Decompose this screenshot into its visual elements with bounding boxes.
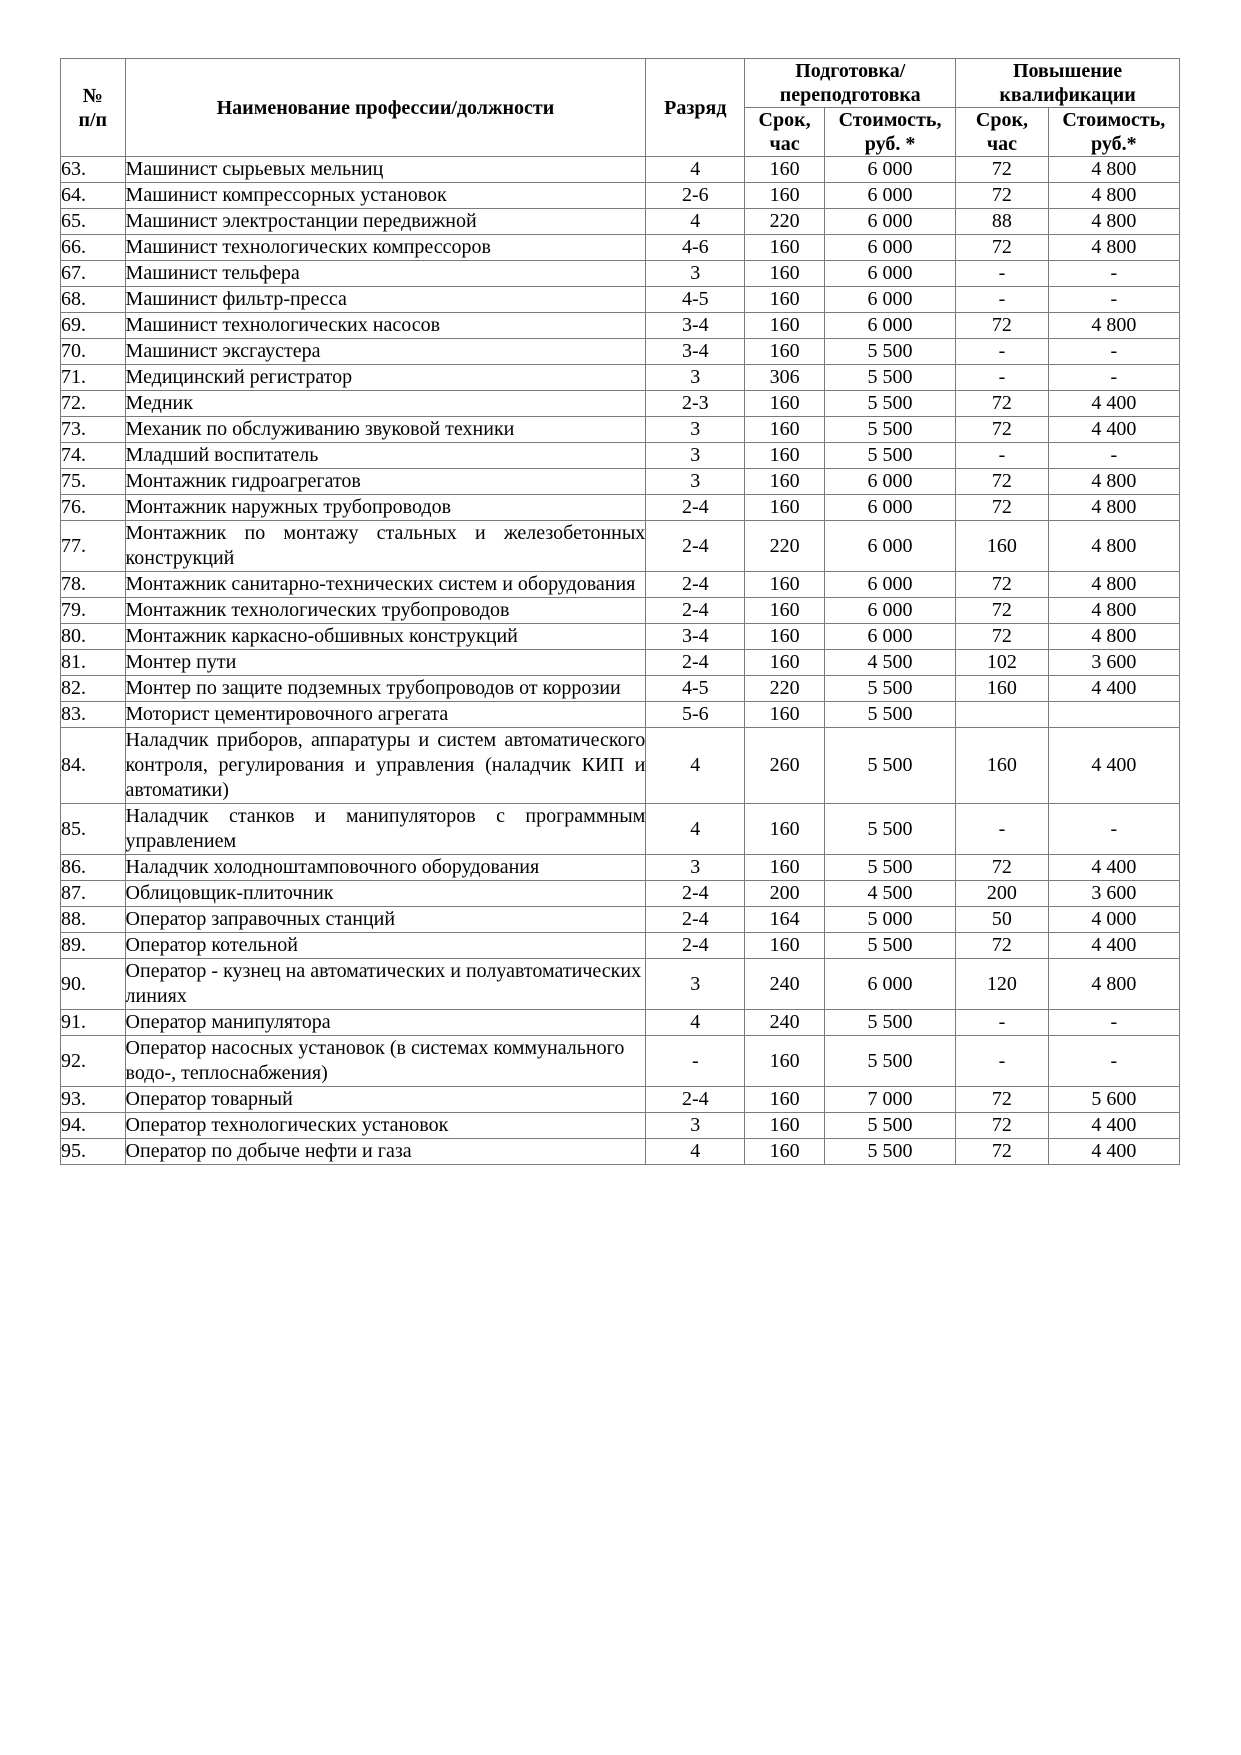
cell-cost-preparation: 4 500 xyxy=(824,881,955,907)
cell-grade: 2-4 xyxy=(646,933,745,959)
cell-duration-preparation: 200 xyxy=(745,881,825,907)
cell-profession-name: Монтажник каркасно-обшивных конструкций xyxy=(125,624,646,650)
table-row xyxy=(61,469,1180,495)
cell-duration-upgrade: - xyxy=(956,365,1049,391)
cell-duration-upgrade: - xyxy=(956,443,1049,469)
cell-grade: 2-4 xyxy=(646,650,745,676)
header-duration-preparation xyxy=(745,108,825,157)
cell-cost-upgrade: 4 800 xyxy=(1048,495,1179,521)
cell-cost-preparation: 5 500 xyxy=(824,443,955,469)
table-row xyxy=(61,907,1180,933)
cell-cost-upgrade: 4 800 xyxy=(1048,313,1179,339)
cell-duration-upgrade: - xyxy=(956,804,1049,855)
cell-row-number: 70. xyxy=(61,339,126,365)
cell-duration-upgrade: 72 xyxy=(956,624,1049,650)
header-cost-upgrade xyxy=(1048,108,1179,157)
cell-profession-name: Моторист цементировочного агрегата xyxy=(125,702,646,728)
cell-row-number: 66. xyxy=(61,235,126,261)
table-row xyxy=(61,1010,1180,1036)
cell-duration-preparation: 160 xyxy=(745,1036,825,1087)
cell-duration-preparation: 160 xyxy=(745,157,825,183)
cell-row-number: 68. xyxy=(61,287,126,313)
cell-duration-preparation: 240 xyxy=(745,1010,825,1036)
cell-cost-preparation: 6 000 xyxy=(824,313,955,339)
cell-duration-preparation: 164 xyxy=(745,907,825,933)
cell-duration-preparation: 160 xyxy=(745,624,825,650)
cell-cost-upgrade: 4 800 xyxy=(1048,209,1179,235)
header-cost-upgrade-line1: Стоимость, xyxy=(1062,109,1166,131)
cell-cost-upgrade: - xyxy=(1048,1010,1179,1036)
table-row xyxy=(61,959,1180,1010)
table-row xyxy=(61,313,1180,339)
cell-cost-upgrade: - xyxy=(1048,1036,1179,1087)
cell-duration-upgrade: 72 xyxy=(956,391,1049,417)
cell-profession-name: Монтер пути xyxy=(125,650,646,676)
cell-profession-name: Монтажник гидроагрегатов xyxy=(125,469,646,495)
cell-profession-name: Монтажник по монтажу стальных и железобетонных конструкций xyxy=(125,521,646,572)
cell-cost-upgrade: - xyxy=(1048,339,1179,365)
table-row xyxy=(61,598,1180,624)
table-row xyxy=(61,572,1180,598)
cell-cost-upgrade: 4 800 xyxy=(1048,469,1179,495)
cell-duration-upgrade: 72 xyxy=(956,235,1049,261)
cell-row-number: 76. xyxy=(61,495,126,521)
cell-cost-preparation: 6 000 xyxy=(824,287,955,313)
cell-duration-preparation: 160 xyxy=(745,313,825,339)
cell-profession-name: Монтажник санитарно-технических систем и оборудования xyxy=(125,572,646,598)
cell-grade: 2-6 xyxy=(646,183,745,209)
cell-row-number: 85. xyxy=(61,804,126,855)
cell-row-number: 63. xyxy=(61,157,126,183)
cell-profession-name: Оператор котельной xyxy=(125,933,646,959)
table-row xyxy=(61,235,1180,261)
header-group-preparation xyxy=(745,59,956,108)
cell-profession-name: Оператор технологических установок xyxy=(125,1113,646,1139)
cell-cost-preparation: 5 500 xyxy=(824,933,955,959)
table-row xyxy=(61,157,1180,183)
cell-row-number: 94. xyxy=(61,1113,126,1139)
cell-row-number: 69. xyxy=(61,313,126,339)
table-row xyxy=(61,1036,1180,1087)
cell-duration-upgrade: 72 xyxy=(956,855,1049,881)
cell-profession-name: Оператор по добыче нефти и газа xyxy=(125,1139,646,1165)
cell-duration-preparation: 160 xyxy=(745,933,825,959)
header-cost-preparation xyxy=(824,108,955,157)
cell-profession-name: Младший воспитатель xyxy=(125,443,646,469)
cell-duration-upgrade: 72 xyxy=(956,1139,1049,1165)
cell-duration-upgrade: 160 xyxy=(956,728,1049,804)
header-duration-preparation-line2: час xyxy=(769,133,800,155)
cell-row-number: 93. xyxy=(61,1087,126,1113)
table-row xyxy=(61,443,1180,469)
cell-profession-name: Оператор товарный xyxy=(125,1087,646,1113)
cell-duration-upgrade: 50 xyxy=(956,907,1049,933)
cell-row-number: 67. xyxy=(61,261,126,287)
cell-grade: 2-4 xyxy=(646,881,745,907)
cell-duration-preparation: 160 xyxy=(745,650,825,676)
cell-profession-name: Наладчик холодноштамповочного оборудования xyxy=(125,855,646,881)
cell-cost-preparation: 6 000 xyxy=(824,183,955,209)
header-duration-upgrade-line2: час xyxy=(986,133,1017,155)
header-group-upgrade-line2: квалификации xyxy=(999,84,1136,106)
header-group-preparation-line2: переподготовка xyxy=(779,84,921,106)
cell-duration-upgrade: 72 xyxy=(956,1087,1049,1113)
cell-grade: 4 xyxy=(646,1139,745,1165)
cell-cost-upgrade: 5 600 xyxy=(1048,1087,1179,1113)
table-header xyxy=(61,59,1180,157)
cell-grade: 2-4 xyxy=(646,572,745,598)
cell-row-number: 89. xyxy=(61,933,126,959)
cell-cost-upgrade: 4 800 xyxy=(1048,157,1179,183)
cell-duration-preparation: 220 xyxy=(745,209,825,235)
cell-row-number: 72. xyxy=(61,391,126,417)
cell-row-number: 82. xyxy=(61,676,126,702)
cell-grade: 5-6 xyxy=(646,702,745,728)
header-group-preparation-line1: Подготовка/ xyxy=(795,60,906,82)
cell-cost-preparation: 5 500 xyxy=(824,391,955,417)
cell-grade: 4-5 xyxy=(646,676,745,702)
cell-grade: 2-4 xyxy=(646,521,745,572)
cell-duration-preparation: 160 xyxy=(745,598,825,624)
cell-row-number: 65. xyxy=(61,209,126,235)
cell-duration-upgrade: 72 xyxy=(956,572,1049,598)
cell-cost-preparation: 5 500 xyxy=(824,1113,955,1139)
cell-profession-name: Машинист сырьевых мельниц xyxy=(125,157,646,183)
cell-duration-upgrade: 72 xyxy=(956,157,1049,183)
cell-profession-name: Оператор - кузнец на автоматических и полуавтоматических линиях xyxy=(125,959,646,1010)
cell-grade: - xyxy=(646,1036,745,1087)
cell-profession-name: Машинист фильтр-пресса xyxy=(125,287,646,313)
table-row xyxy=(61,933,1180,959)
cell-cost-preparation: 6 000 xyxy=(824,157,955,183)
cell-cost-upgrade: - xyxy=(1048,443,1179,469)
cell-cost-upgrade: 4 800 xyxy=(1048,521,1179,572)
table-row xyxy=(61,676,1180,702)
cell-cost-preparation: 6 000 xyxy=(824,469,955,495)
cell-profession-name: Монтажник технологических трубопроводов xyxy=(125,598,646,624)
cell-duration-upgrade: 72 xyxy=(956,1113,1049,1139)
cell-duration-preparation: 160 xyxy=(745,855,825,881)
cell-cost-upgrade: 3 600 xyxy=(1048,881,1179,907)
cell-profession-name: Облицовщик-плиточник xyxy=(125,881,646,907)
cell-row-number: 75. xyxy=(61,469,126,495)
table-row xyxy=(61,521,1180,572)
cell-profession-name: Медник xyxy=(125,391,646,417)
cell-grade: 4-6 xyxy=(646,235,745,261)
cell-row-number: 87. xyxy=(61,881,126,907)
cell-profession-name: Наладчик станков и манипуляторов с программным управлением xyxy=(125,804,646,855)
cell-duration-preparation: 160 xyxy=(745,702,825,728)
cell-cost-upgrade: 4 800 xyxy=(1048,572,1179,598)
cell-duration-upgrade xyxy=(956,702,1049,728)
table-row xyxy=(61,1087,1180,1113)
header-cost-upgrade-line2: руб.* xyxy=(1091,133,1137,155)
table-body xyxy=(61,157,1180,1165)
cell-duration-upgrade: - xyxy=(956,287,1049,313)
cell-duration-upgrade: 200 xyxy=(956,881,1049,907)
table-header-row-1 xyxy=(61,59,1180,108)
cell-cost-preparation: 5 500 xyxy=(824,339,955,365)
cell-row-number: 90. xyxy=(61,959,126,1010)
cell-duration-upgrade: - xyxy=(956,339,1049,365)
header-grade: Разряд xyxy=(646,59,745,157)
cell-duration-preparation: 160 xyxy=(745,469,825,495)
cell-duration-preparation: 220 xyxy=(745,676,825,702)
cell-row-number: 79. xyxy=(61,598,126,624)
cell-duration-upgrade: 120 xyxy=(956,959,1049,1010)
cell-profession-name: Монтажник наружных трубопроводов xyxy=(125,495,646,521)
cell-grade: 3 xyxy=(646,959,745,1010)
table-row xyxy=(61,702,1180,728)
cell-row-number: 80. xyxy=(61,624,126,650)
cell-profession-name: Монтер по защите подземных трубопроводов от коррозии xyxy=(125,676,646,702)
cell-cost-upgrade: - xyxy=(1048,804,1179,855)
cell-duration-preparation: 160 xyxy=(745,495,825,521)
cell-cost-preparation: 4 500 xyxy=(824,650,955,676)
cell-grade: 4 xyxy=(646,728,745,804)
header-cost-preparation-line1: Стоимость, xyxy=(838,109,942,131)
cell-cost-upgrade: 4 800 xyxy=(1048,183,1179,209)
cell-cost-preparation: 5 500 xyxy=(824,804,955,855)
cell-cost-upgrade: - xyxy=(1048,365,1179,391)
cell-grade: 2-4 xyxy=(646,598,745,624)
cell-cost-preparation: 5 000 xyxy=(824,907,955,933)
cell-row-number: 73. xyxy=(61,417,126,443)
cell-profession-name: Механик по обслуживанию звуковой техники xyxy=(125,417,646,443)
cell-duration-preparation: 240 xyxy=(745,959,825,1010)
cell-cost-upgrade: 4 400 xyxy=(1048,728,1179,804)
cell-grade: 4 xyxy=(646,157,745,183)
cell-cost-upgrade: 4 400 xyxy=(1048,391,1179,417)
cell-profession-name: Наладчик приборов, аппаратуры и систем автоматического контроля, регулирования и управления (наладчик КИП и автоматики) xyxy=(125,728,646,804)
cell-profession-name: Машинист технологических насосов xyxy=(125,313,646,339)
table-row xyxy=(61,495,1180,521)
cell-cost-preparation: 5 500 xyxy=(824,702,955,728)
cell-cost-upgrade: - xyxy=(1048,261,1179,287)
cell-duration-upgrade: 160 xyxy=(956,676,1049,702)
cell-duration-upgrade: 72 xyxy=(956,598,1049,624)
cell-row-number: 91. xyxy=(61,1010,126,1036)
cell-cost-upgrade: 4 400 xyxy=(1048,1139,1179,1165)
cell-cost-upgrade: 4 800 xyxy=(1048,235,1179,261)
cell-grade: 2-4 xyxy=(646,1087,745,1113)
cell-duration-preparation: 160 xyxy=(745,417,825,443)
cell-duration-preparation: 160 xyxy=(745,804,825,855)
cell-cost-preparation: 6 000 xyxy=(824,495,955,521)
cell-row-number: 64. xyxy=(61,183,126,209)
cell-grade: 3-4 xyxy=(646,339,745,365)
cell-cost-upgrade: 4 400 xyxy=(1048,933,1179,959)
table-row xyxy=(61,855,1180,881)
cell-row-number: 81. xyxy=(61,650,126,676)
cell-grade: 3 xyxy=(646,417,745,443)
cell-grade: 3 xyxy=(646,261,745,287)
cell-profession-name: Медицинский регистратор xyxy=(125,365,646,391)
table-row xyxy=(61,287,1180,313)
cell-cost-preparation: 6 000 xyxy=(824,624,955,650)
cell-cost-preparation: 5 500 xyxy=(824,1139,955,1165)
cell-cost-upgrade: 4 800 xyxy=(1048,624,1179,650)
cell-cost-preparation: 5 500 xyxy=(824,676,955,702)
cell-duration-upgrade: 88 xyxy=(956,209,1049,235)
cell-row-number: 95. xyxy=(61,1139,126,1165)
cell-duration-preparation: 220 xyxy=(745,521,825,572)
cell-duration-upgrade: - xyxy=(956,261,1049,287)
table-row xyxy=(61,881,1180,907)
cell-profession-name: Машинист технологических компрессоров xyxy=(125,235,646,261)
cell-duration-preparation: 160 xyxy=(745,287,825,313)
table-row xyxy=(61,804,1180,855)
cell-duration-upgrade: 72 xyxy=(956,933,1049,959)
header-profession-name: Наименование профессии/должности xyxy=(125,59,646,157)
header-row-number-line1: № xyxy=(82,84,103,107)
cell-cost-upgrade: 4 800 xyxy=(1048,598,1179,624)
cell-grade: 4 xyxy=(646,1010,745,1036)
cell-profession-name: Машинист электростанции передвижной xyxy=(125,209,646,235)
cell-cost-preparation: 6 000 xyxy=(824,261,955,287)
cell-profession-name: Оператор манипулятора xyxy=(125,1010,646,1036)
cell-cost-upgrade: - xyxy=(1048,287,1179,313)
cell-profession-name: Машинист тельфера xyxy=(125,261,646,287)
table-row xyxy=(61,209,1180,235)
cell-cost-preparation: 5 500 xyxy=(824,1010,955,1036)
cell-grade: 3-4 xyxy=(646,313,745,339)
table-row xyxy=(61,365,1180,391)
cell-profession-name: Машинист эксгаустера xyxy=(125,339,646,365)
cell-duration-preparation: 306 xyxy=(745,365,825,391)
table-row xyxy=(61,417,1180,443)
cell-grade: 4 xyxy=(646,209,745,235)
table-row xyxy=(61,261,1180,287)
header-row-number xyxy=(61,59,126,157)
table-row xyxy=(61,1113,1180,1139)
cell-duration-preparation: 160 xyxy=(745,1113,825,1139)
cell-duration-preparation: 260 xyxy=(745,728,825,804)
cell-grade: 2-4 xyxy=(646,495,745,521)
cell-cost-upgrade: 4 800 xyxy=(1048,959,1179,1010)
cell-duration-preparation: 160 xyxy=(745,443,825,469)
header-group-upgrade xyxy=(956,59,1180,108)
professions-price-table xyxy=(60,58,1180,1165)
cell-cost-upgrade: 4 000 xyxy=(1048,907,1179,933)
cell-cost-preparation: 5 500 xyxy=(824,855,955,881)
header-duration-upgrade xyxy=(956,108,1049,157)
cell-row-number: 83. xyxy=(61,702,126,728)
cell-duration-upgrade: 72 xyxy=(956,495,1049,521)
cell-duration-upgrade: - xyxy=(956,1010,1049,1036)
cell-duration-upgrade: 102 xyxy=(956,650,1049,676)
cell-duration-upgrade: 72 xyxy=(956,417,1049,443)
cell-grade: 3-4 xyxy=(646,624,745,650)
table-row xyxy=(61,339,1180,365)
cell-grade: 3 xyxy=(646,855,745,881)
cell-cost-preparation: 5 500 xyxy=(824,1036,955,1087)
cell-row-number: 77. xyxy=(61,521,126,572)
cell-cost-upgrade: 4 400 xyxy=(1048,855,1179,881)
cell-cost-preparation: 6 000 xyxy=(824,959,955,1010)
cell-row-number: 78. xyxy=(61,572,126,598)
cell-row-number: 88. xyxy=(61,907,126,933)
table-row xyxy=(61,624,1180,650)
table-row xyxy=(61,183,1180,209)
cell-duration-preparation: 160 xyxy=(745,1087,825,1113)
cell-row-number: 84. xyxy=(61,728,126,804)
cell-grade: 2-4 xyxy=(646,907,745,933)
cell-cost-preparation: 7 000 xyxy=(824,1087,955,1113)
cell-cost-upgrade: 3 600 xyxy=(1048,650,1179,676)
cell-grade: 3 xyxy=(646,469,745,495)
cell-duration-upgrade: 72 xyxy=(956,183,1049,209)
table-row xyxy=(61,391,1180,417)
cell-profession-name: Оператор насосных установок (в системах коммунального водо-, теплоснабжения) xyxy=(125,1036,646,1087)
cell-grade: 4-5 xyxy=(646,287,745,313)
header-duration-preparation-line1: Срок, xyxy=(758,109,811,131)
cell-duration-preparation: 160 xyxy=(745,261,825,287)
cell-cost-preparation: 6 000 xyxy=(824,598,955,624)
header-row-number-line2: п/п xyxy=(78,108,108,131)
cell-duration-upgrade: 160 xyxy=(956,521,1049,572)
cell-duration-upgrade: 72 xyxy=(956,313,1049,339)
cell-duration-preparation: 160 xyxy=(745,572,825,598)
cell-duration-upgrade: 72 xyxy=(956,469,1049,495)
cell-cost-preparation: 6 000 xyxy=(824,521,955,572)
cell-grade: 3 xyxy=(646,443,745,469)
header-duration-upgrade-line1: Срок, xyxy=(975,109,1028,131)
cell-profession-name: Машинист компрессорных установок xyxy=(125,183,646,209)
cell-duration-preparation: 160 xyxy=(745,183,825,209)
cell-profession-name: Оператор заправочных станций xyxy=(125,907,646,933)
cell-cost-upgrade: 4 400 xyxy=(1048,676,1179,702)
cell-grade: 3 xyxy=(646,365,745,391)
cell-cost-preparation: 5 500 xyxy=(824,728,955,804)
cell-cost-upgrade xyxy=(1048,702,1179,728)
cell-row-number: 86. xyxy=(61,855,126,881)
cell-cost-preparation: 5 500 xyxy=(824,417,955,443)
cell-cost-preparation: 6 000 xyxy=(824,572,955,598)
cell-grade: 4 xyxy=(646,804,745,855)
cell-row-number: 74. xyxy=(61,443,126,469)
table-row xyxy=(61,1139,1180,1165)
table-row xyxy=(61,650,1180,676)
header-cost-preparation-line2: руб. * xyxy=(864,133,916,155)
cell-grade: 2-3 xyxy=(646,391,745,417)
table-row xyxy=(61,728,1180,804)
cell-duration-preparation: 160 xyxy=(745,235,825,261)
cell-duration-upgrade: - xyxy=(956,1036,1049,1087)
cell-cost-preparation: 6 000 xyxy=(824,209,955,235)
cell-cost-preparation: 5 500 xyxy=(824,365,955,391)
cell-duration-preparation: 160 xyxy=(745,391,825,417)
cell-duration-preparation: 160 xyxy=(745,339,825,365)
cell-cost-preparation: 6 000 xyxy=(824,235,955,261)
cell-grade: 3 xyxy=(646,1113,745,1139)
cell-row-number: 71. xyxy=(61,365,126,391)
cell-cost-upgrade: 4 400 xyxy=(1048,1113,1179,1139)
cell-duration-preparation: 160 xyxy=(745,1139,825,1165)
header-group-upgrade-line1: Повышение xyxy=(1012,60,1123,82)
cell-cost-upgrade: 4 400 xyxy=(1048,417,1179,443)
cell-row-number: 92. xyxy=(61,1036,126,1087)
